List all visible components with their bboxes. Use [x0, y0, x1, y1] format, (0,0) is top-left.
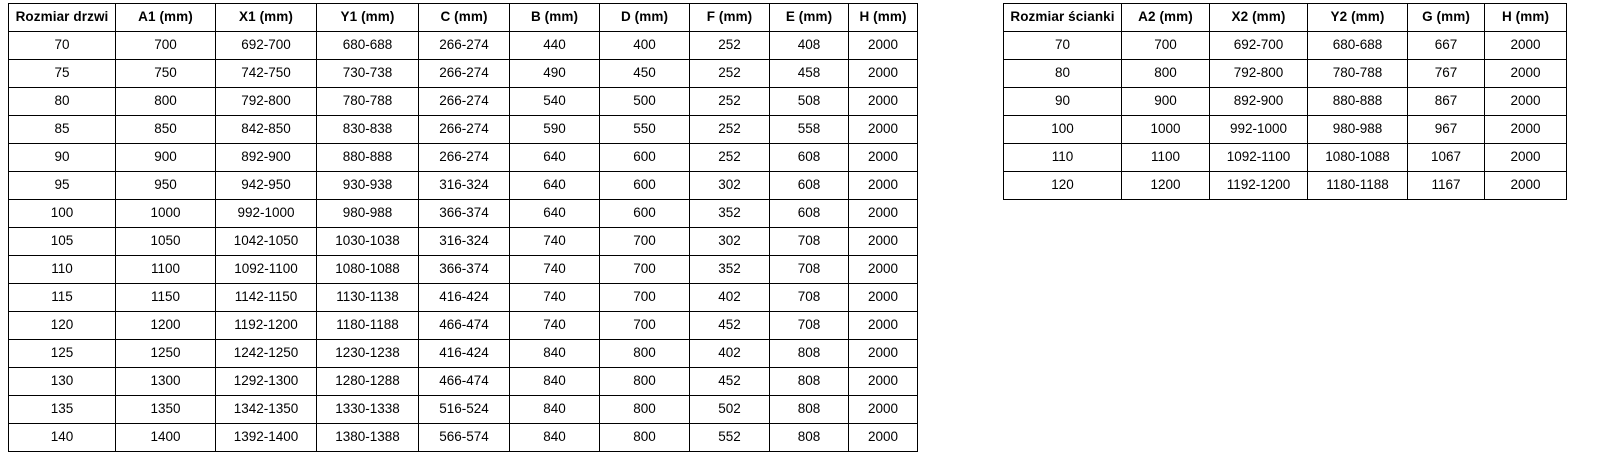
cell: 1080-1088: [317, 256, 419, 284]
cell: 942-950: [216, 172, 317, 200]
cell: 252: [690, 144, 770, 172]
cell: 266-274: [419, 32, 510, 60]
cell: 1350: [116, 396, 216, 424]
cell: 750: [116, 60, 216, 88]
cell: 2000: [849, 396, 918, 424]
cell: 266-274: [419, 116, 510, 144]
cell: 1030-1038: [317, 228, 419, 256]
cell: 708: [770, 256, 849, 284]
cell: 840: [510, 368, 600, 396]
cell: 302: [690, 228, 770, 256]
cell: 2000: [849, 172, 918, 200]
cell: 1342-1350: [216, 396, 317, 424]
column-header-y1: Y1 (mm): [317, 4, 419, 32]
cell: 600: [600, 200, 690, 228]
table-row: [9, 60, 918, 88]
cell: 808: [770, 424, 849, 452]
table-row: [9, 256, 918, 284]
cell: 740: [510, 284, 600, 312]
cell: 352: [690, 256, 770, 284]
cell: 1080-1088: [1308, 144, 1408, 172]
cell: 808: [770, 340, 849, 368]
cell: 792-800: [1210, 60, 1308, 88]
cell: 800: [600, 396, 690, 424]
table-header-row: [9, 4, 918, 32]
cell: 408: [770, 32, 849, 60]
cell: 608: [770, 172, 849, 200]
table-row: [9, 144, 918, 172]
wall-panel-size-table: [1003, 3, 1567, 200]
cell: 416-424: [419, 340, 510, 368]
table-row: [1004, 116, 1567, 144]
cell: 402: [690, 284, 770, 312]
cell: 1092-1100: [216, 256, 317, 284]
cell: 352: [690, 200, 770, 228]
column-header-f: F (mm): [690, 4, 770, 32]
cell: 1050: [116, 228, 216, 256]
cell: 880-888: [1308, 88, 1408, 116]
cell: 540: [510, 88, 600, 116]
cell: 366-374: [419, 200, 510, 228]
door-size-table-container: [8, 3, 918, 452]
cell: 550: [600, 116, 690, 144]
cell: 992-1000: [216, 200, 317, 228]
table-row: [9, 284, 918, 312]
table-row: [1004, 60, 1567, 88]
cell: 70: [1004, 32, 1122, 60]
cell: 830-838: [317, 116, 419, 144]
cell: 692-700: [216, 32, 317, 60]
cell: 1180-1188: [317, 312, 419, 340]
cell: 742-750: [216, 60, 317, 88]
column-header-d: D (mm): [600, 4, 690, 32]
cell: 600: [600, 172, 690, 200]
cell: 110: [1004, 144, 1122, 172]
cell: 1280-1288: [317, 368, 419, 396]
cell: 2000: [849, 340, 918, 368]
cell: 2000: [849, 116, 918, 144]
cell: 800: [116, 88, 216, 116]
cell: 1092-1100: [1210, 144, 1308, 172]
column-header-rozmiar-scianki: Rozmiar ścianki: [1004, 4, 1122, 32]
column-header-x2: X2 (mm): [1210, 4, 1308, 32]
wall-table-body: [1004, 32, 1567, 200]
cell: 2000: [849, 60, 918, 88]
cell: 600: [600, 144, 690, 172]
cell: 100: [1004, 116, 1122, 144]
cell: 1100: [116, 256, 216, 284]
column-header-h: H (mm): [849, 4, 918, 32]
cell: 252: [690, 116, 770, 144]
cell: 1000: [1122, 116, 1210, 144]
cell: 692-700: [1210, 32, 1308, 60]
cell: 2000: [849, 368, 918, 396]
cell: 1400: [116, 424, 216, 452]
cell: 452: [690, 312, 770, 340]
cell: 740: [510, 312, 600, 340]
cell: 708: [770, 228, 849, 256]
cell: 2000: [849, 200, 918, 228]
cell: 558: [770, 116, 849, 144]
cell: 266-274: [419, 88, 510, 116]
cell: 708: [770, 284, 849, 312]
cell: 1292-1300: [216, 368, 317, 396]
cell: 516-524: [419, 396, 510, 424]
cell: 490: [510, 60, 600, 88]
cell: 80: [9, 88, 116, 116]
cell: 120: [1004, 172, 1122, 200]
cell: 608: [770, 200, 849, 228]
cell: 980-988: [1308, 116, 1408, 144]
cell: 1067: [1408, 144, 1485, 172]
cell: 450: [600, 60, 690, 88]
cell: 680-688: [317, 32, 419, 60]
cell: 125: [9, 340, 116, 368]
cell: 566-574: [419, 424, 510, 452]
column-header-g: G (mm): [1408, 4, 1485, 32]
cell: 302: [690, 172, 770, 200]
table-row: [9, 340, 918, 368]
cell: 840: [510, 396, 600, 424]
cell: 1392-1400: [216, 424, 317, 452]
table-row: [9, 32, 918, 60]
cell: 1042-1050: [216, 228, 317, 256]
cell: 967: [1408, 116, 1485, 144]
cell: 708: [770, 312, 849, 340]
cell: 440: [510, 32, 600, 60]
cell: 1250: [116, 340, 216, 368]
cell: 700: [600, 312, 690, 340]
cell: 808: [770, 368, 849, 396]
cell: 1192-1200: [1210, 172, 1308, 200]
column-header-h: H (mm): [1485, 4, 1567, 32]
cell: 466-474: [419, 368, 510, 396]
cell: 2000: [1485, 144, 1567, 172]
cell: 930-938: [317, 172, 419, 200]
cell: 1142-1150: [216, 284, 317, 312]
cell: 700: [600, 284, 690, 312]
table-row: [1004, 144, 1567, 172]
cell: 800: [600, 424, 690, 452]
cell: 2000: [1485, 32, 1567, 60]
table-row: [9, 228, 918, 256]
cell: 2000: [849, 32, 918, 60]
cell: 2000: [849, 228, 918, 256]
cell: 135: [9, 396, 116, 424]
column-header-c: C (mm): [419, 4, 510, 32]
cell: 892-900: [1210, 88, 1308, 116]
table-row: [9, 88, 918, 116]
cell: 508: [770, 88, 849, 116]
cell: 130: [9, 368, 116, 396]
cell: 400: [600, 32, 690, 60]
cell: 1380-1388: [317, 424, 419, 452]
cell: 2000: [849, 424, 918, 452]
table-row: [9, 200, 918, 228]
cell: 780-788: [317, 88, 419, 116]
cell: 252: [690, 32, 770, 60]
cell: 1200: [1122, 172, 1210, 200]
table-row: [9, 396, 918, 424]
cell: 70: [9, 32, 116, 60]
cell: 90: [1004, 88, 1122, 116]
cell: 700: [600, 228, 690, 256]
cell: 700: [1122, 32, 1210, 60]
cell: 105: [9, 228, 116, 256]
cell: 115: [9, 284, 116, 312]
column-header-b: B (mm): [510, 4, 600, 32]
cell: 1300: [116, 368, 216, 396]
cell: 1242-1250: [216, 340, 317, 368]
cell: 2000: [1485, 116, 1567, 144]
table-row: [9, 312, 918, 340]
cell: 730-738: [317, 60, 419, 88]
table-row: [9, 368, 918, 396]
cell: 90: [9, 144, 116, 172]
table-row: [1004, 32, 1567, 60]
cell: 402: [690, 340, 770, 368]
cell: 850: [116, 116, 216, 144]
cell: 840: [510, 340, 600, 368]
cell: 1230-1238: [317, 340, 419, 368]
cell: 640: [510, 200, 600, 228]
cell: 140: [9, 424, 116, 452]
cell: 900: [116, 144, 216, 172]
cell: 95: [9, 172, 116, 200]
cell: 2000: [1485, 88, 1567, 116]
cell: 366-374: [419, 256, 510, 284]
column-header-a2: A2 (mm): [1122, 4, 1210, 32]
cell: 1130-1138: [317, 284, 419, 312]
cell: 100: [9, 200, 116, 228]
cell: 2000: [849, 256, 918, 284]
cell: 80: [1004, 60, 1122, 88]
cell: 867: [1408, 88, 1485, 116]
cell: 700: [600, 256, 690, 284]
cell: 800: [600, 340, 690, 368]
cell: 880-888: [317, 144, 419, 172]
cell: 266-274: [419, 60, 510, 88]
cell: 992-1000: [1210, 116, 1308, 144]
cell: 840: [510, 424, 600, 452]
cell: 1167: [1408, 172, 1485, 200]
door-table-header: [9, 4, 918, 32]
cell: 2000: [849, 144, 918, 172]
cell: 980-988: [317, 200, 419, 228]
cell: 2000: [1485, 60, 1567, 88]
cell: 2000: [849, 284, 918, 312]
wall-table-header: [1004, 4, 1567, 32]
cell: 640: [510, 172, 600, 200]
cell: 892-900: [216, 144, 317, 172]
cell: 266-274: [419, 144, 510, 172]
cell: 680-688: [1308, 32, 1408, 60]
cell: 800: [600, 368, 690, 396]
cell: 2000: [849, 312, 918, 340]
table-row: [1004, 172, 1567, 200]
cell: 808: [770, 396, 849, 424]
cell: 75: [9, 60, 116, 88]
cell: 1150: [116, 284, 216, 312]
cell: 950: [116, 172, 216, 200]
cell: 700: [116, 32, 216, 60]
cell: 1192-1200: [216, 312, 317, 340]
door-table-body: [9, 32, 918, 452]
cell: 452: [690, 368, 770, 396]
column-header-e: E (mm): [770, 4, 849, 32]
cell: 608: [770, 144, 849, 172]
cell: 740: [510, 228, 600, 256]
cell: 1330-1338: [317, 396, 419, 424]
cell: 252: [690, 88, 770, 116]
wall-panel-size-table-container: [1003, 3, 1567, 200]
cell: 800: [1122, 60, 1210, 88]
cell: 500: [600, 88, 690, 116]
cell: 316-324: [419, 228, 510, 256]
cell: 780-788: [1308, 60, 1408, 88]
cell: 1200: [116, 312, 216, 340]
cell: 1180-1188: [1308, 172, 1408, 200]
cell: 110: [9, 256, 116, 284]
cell: 252: [690, 60, 770, 88]
cell: 120: [9, 312, 116, 340]
column-header-a1: A1 (mm): [116, 4, 216, 32]
table-row: [1004, 88, 1567, 116]
table-row: [9, 424, 918, 452]
cell: 842-850: [216, 116, 317, 144]
column-header-x1: X1 (mm): [216, 4, 317, 32]
cell: 316-324: [419, 172, 510, 200]
column-header-y2: Y2 (mm): [1308, 4, 1408, 32]
cell: 416-424: [419, 284, 510, 312]
table-row: [9, 116, 918, 144]
cell: 2000: [1485, 172, 1567, 200]
cell: 590: [510, 116, 600, 144]
table-header-row: [1004, 4, 1567, 32]
cell: 740: [510, 256, 600, 284]
cell: 1100: [1122, 144, 1210, 172]
cell: 458: [770, 60, 849, 88]
column-header-rozmiar-drzwi: Rozmiar drzwi: [9, 4, 116, 32]
cell: 552: [690, 424, 770, 452]
cell: 640: [510, 144, 600, 172]
cell: 466-474: [419, 312, 510, 340]
cell: 2000: [849, 88, 918, 116]
cell: 767: [1408, 60, 1485, 88]
cell: 85: [9, 116, 116, 144]
cell: 667: [1408, 32, 1485, 60]
cell: 502: [690, 396, 770, 424]
door-size-table: [8, 3, 918, 452]
cell: 900: [1122, 88, 1210, 116]
table-row: [9, 172, 918, 200]
cell: 1000: [116, 200, 216, 228]
cell: 792-800: [216, 88, 317, 116]
